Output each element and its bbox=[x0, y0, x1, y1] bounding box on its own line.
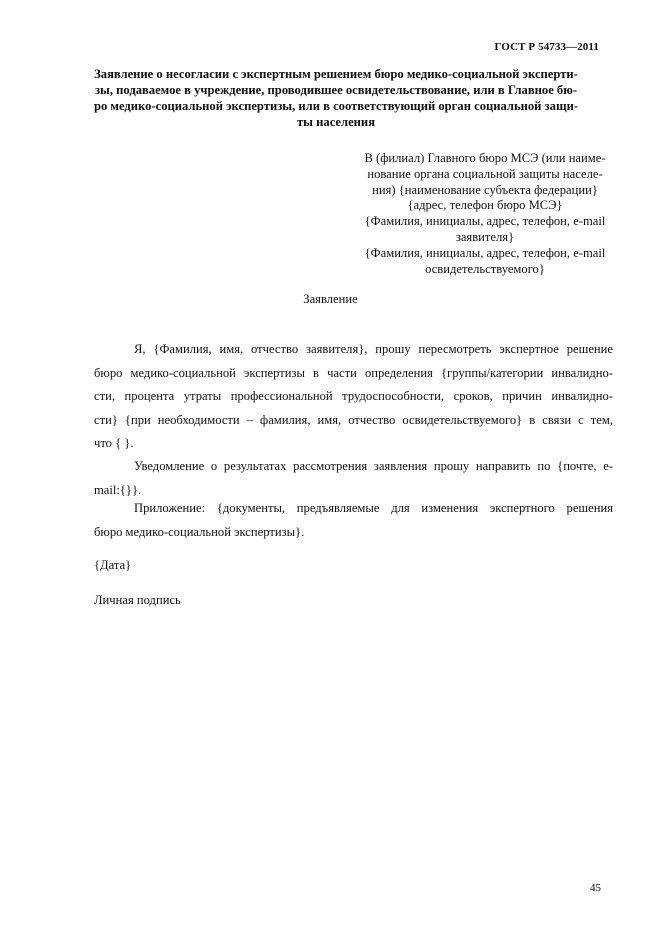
statement-heading: Заявление bbox=[303, 292, 358, 306]
paragraph-line: бюро медико-социальной экспертизы в части определения {группы/категории инвалидно- bbox=[94, 365, 613, 380]
addressee-line: В (филиал) Главного бюро МСЭ (или наиме- bbox=[364, 151, 606, 165]
paragraph-line: Приложение: {документы, предъявляемые для изменения экспертного решения bbox=[134, 501, 613, 515]
paragraph-line: сти, процента утраты профессиональной трудоспособности, сроков, причин инвалидно- bbox=[94, 389, 613, 403]
addressee-block bbox=[345, 151, 625, 277]
standard-code: ГОСТ Р 54733—2011 bbox=[494, 41, 599, 53]
title-line: ты населения bbox=[296, 115, 376, 129]
statement-paragraph-attachment bbox=[94, 497, 613, 544]
title-line: ро медико-социальной экспертизы, или в соответствующий орган социальной защи- bbox=[93, 99, 579, 113]
addressee-line: {Фамилия, инициалы, адрес, телефон, e-mail bbox=[364, 214, 606, 229]
addressee-line: заявителя} bbox=[455, 229, 515, 244]
title-line: Заявление о несогласии с экспертным решением бюро медико-социальной эксперти- bbox=[94, 67, 578, 81]
signature-label: Личная подпись bbox=[94, 593, 181, 607]
paragraph-line: mail:{}}. bbox=[94, 482, 142, 497]
addressee-line: {Фамилия, инициалы, адрес, телефон, e-mail bbox=[364, 245, 606, 260]
paragraph-line: что { }. bbox=[94, 436, 134, 450]
paragraph-line: бюро медико-социальной экспертизы}. bbox=[94, 524, 305, 539]
document-title bbox=[88, 66, 584, 130]
statement-paragraph-request bbox=[94, 338, 613, 456]
paragraph-line: сти} {при необходимости – фамилия, имя, отчество освидетельствуемого} в связи с тем, bbox=[94, 412, 613, 427]
statement-paragraph-notification bbox=[94, 455, 613, 502]
title-line: зы, подаваемое в учреждение, проводившее освидетельствование, или в Главное бю- bbox=[94, 83, 578, 97]
addressee-line: ния) {наименование субъекта федерации} bbox=[372, 182, 598, 197]
addressee-line: освидетельствуемого} bbox=[425, 261, 545, 276]
addressee-line: {адрес, телефон бюро МСЭ} bbox=[407, 198, 563, 213]
paragraph-line: Я, {Фамилия, имя, отчество заявителя}, прошу пересмотреть экспертное решение bbox=[134, 342, 613, 356]
addressee-line: нование органа социальной защиты населе- bbox=[367, 166, 603, 181]
page-number: 45 bbox=[590, 882, 601, 894]
date-placeholder: {Дата} bbox=[94, 558, 132, 572]
paragraph-line: Уведомление о результатах рассмотрения заявления прошу направить по {почте, e- bbox=[134, 459, 613, 473]
